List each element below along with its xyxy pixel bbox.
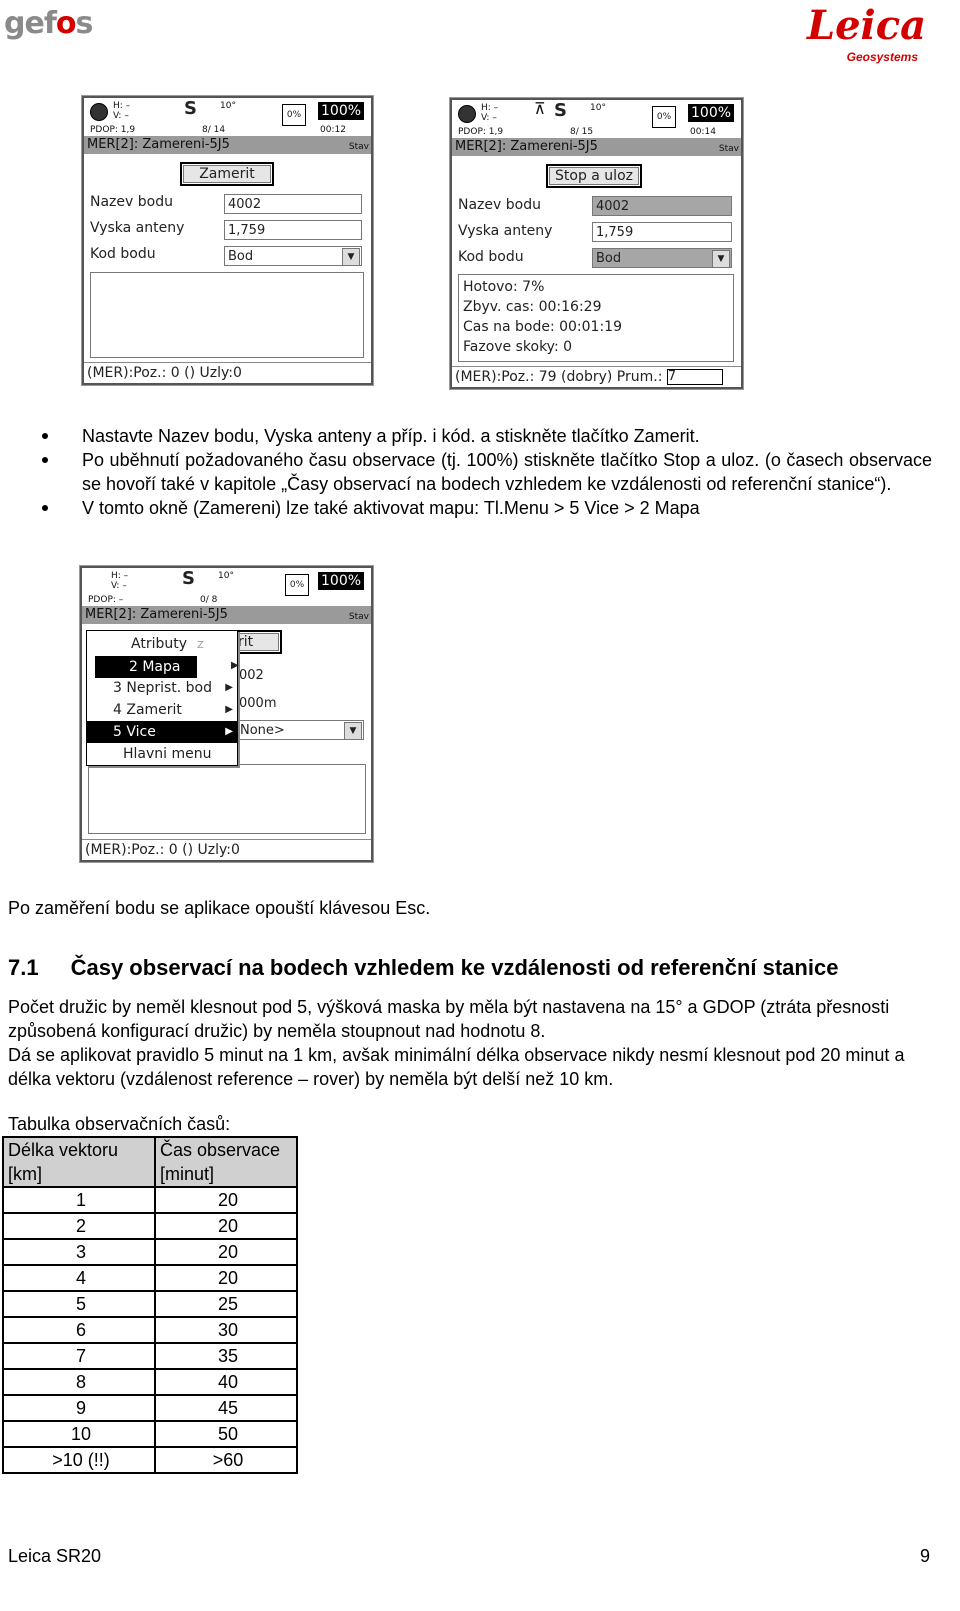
table-cell: 6 bbox=[3, 1317, 155, 1343]
antenna-height-field[interactable]: 1,759 bbox=[224, 220, 362, 240]
paragraph: Počet družic by neměl klesnout pod 5, výšková maska by měla být nastavena na 15° a GDOP (ztráta přesnosti způsobená konfigurací družic) by neměla stoupnout nad hodnotu 8. bbox=[8, 997, 890, 1041]
table-row bbox=[3, 1369, 297, 1395]
list-item: Nastavte Nazev bodu, Vyska anteny a příp. i kód. a stiskněte tlačítko Zamerit. bbox=[42, 424, 932, 448]
table-cell: 5 bbox=[3, 1291, 155, 1317]
paragraph: Dá se aplikovat pravidlo 5 minut na 1 km, avšak minimální délka observace nikdy nesmí klesnout pod 20 minut a délka vektoru (vzdálenost reference – rover) by neměla být delší než 10 km. bbox=[8, 1045, 905, 1089]
table-row bbox=[3, 1239, 297, 1265]
point-name-field[interactable]: 002 bbox=[236, 666, 364, 686]
table-cell: >60 bbox=[155, 1447, 297, 1473]
table-row bbox=[3, 1447, 297, 1473]
progress-percent: Hotovo: 7% bbox=[463, 279, 545, 295]
time-on-point: Cas na bode: 00:01:19 bbox=[463, 319, 622, 335]
menu-item-map[interactable]: 2 Mapa bbox=[95, 656, 197, 678]
point-name-field: 4002 bbox=[592, 196, 732, 216]
table-cell: 35 bbox=[155, 1343, 297, 1369]
table-cell: 9 bbox=[3, 1395, 155, 1421]
antenna-height-field[interactable]: 000m bbox=[236, 694, 364, 714]
esc-instruction: Po zaměření bodu se aplikace opouští klávesou Esc. bbox=[8, 898, 431, 918]
point-code-select: Bod ▼ bbox=[592, 248, 732, 268]
measure-button[interactable]: Zamerit bbox=[180, 162, 274, 186]
menu-item-more[interactable]: 5 Vice ▶ bbox=[87, 721, 237, 743]
table-header: Čas observace [minut] bbox=[155, 1137, 297, 1187]
section-heading: 7.1 Časy observací na bodech vzhledem ke vzdálenosti od referenční stanice bbox=[8, 955, 839, 980]
menu-item-offset-point[interactable]: 3 Neprist. bod ▶ bbox=[87, 677, 237, 699]
table-cell: 25 bbox=[155, 1291, 297, 1317]
context-menu bbox=[86, 630, 238, 766]
remaining-time: Zbyv. cas: 00:16:29 bbox=[463, 299, 602, 315]
table-cell: 1 bbox=[3, 1187, 155, 1213]
leica-geosystems-label: Geosystems bbox=[846, 50, 918, 64]
notes-area[interactable] bbox=[88, 764, 366, 834]
table-cell: 20 bbox=[155, 1239, 297, 1265]
satellite-icon: S bbox=[554, 100, 567, 121]
battery-indicator: 100% bbox=[318, 102, 364, 120]
status-footer: (MER):Poz.: 79 (dobry) Prum.: 7 bbox=[452, 366, 741, 387]
table-row bbox=[3, 1213, 297, 1239]
chevron-right-icon: ▶ bbox=[225, 726, 233, 737]
table-caption: Tabulka observačních časů: bbox=[8, 1114, 231, 1134]
globe-icon bbox=[458, 105, 476, 123]
table-row bbox=[3, 1395, 297, 1421]
notes-area[interactable] bbox=[90, 272, 364, 358]
cycle-slips: Fazove skoky: 0 bbox=[463, 339, 573, 355]
table-cell: >10 (!!) bbox=[3, 1447, 155, 1473]
chevron-down-icon: ▼ bbox=[712, 250, 730, 268]
device-screen-measure: H: – V: – PDOP: 1,9 S 10° 8/ 14 0% 100% 00:12 MER[2]: Zamereni-5J5 Stav Zamerit Nazev bodu Vyska anteny Kod bodu 4002 1,759 Bod ▼ (MER):Poz.: 0 () Uzly:0 bbox=[82, 96, 373, 385]
status-bar: H: – V: – PDOP: – S 10° 0/ 8 0% 100% bbox=[82, 568, 371, 606]
memory-icon: 0% bbox=[285, 574, 309, 596]
table-cell: 3 bbox=[3, 1239, 155, 1265]
table-row bbox=[3, 1317, 297, 1343]
table-row bbox=[3, 1421, 297, 1447]
observation-times-table bbox=[2, 1136, 298, 1474]
status-bar: H: – V: – PDOP: 1,9 ⊼ S 10° 8/ 15 0% 100% 00:14 bbox=[452, 100, 741, 138]
window-title: MER[2]: Zamereni-5J5 Stav bbox=[84, 136, 371, 154]
average-value: 7 bbox=[667, 369, 723, 385]
instructions-list bbox=[42, 424, 932, 520]
body-text bbox=[8, 995, 932, 1091]
gefos-logo: gefos bbox=[4, 6, 93, 41]
table-cell: 45 bbox=[155, 1395, 297, 1421]
battery-indicator: 100% bbox=[318, 572, 364, 590]
chevron-right-icon: ▶ bbox=[231, 660, 239, 671]
table-cell: 7 bbox=[3, 1343, 155, 1369]
table-cell: 4 bbox=[3, 1265, 155, 1291]
chevron-right-icon: ▶ bbox=[225, 682, 233, 693]
table-cell: 10 bbox=[3, 1421, 155, 1447]
stop-and-save-button[interactable]: Stop a uloz bbox=[546, 164, 642, 188]
point-name-field[interactable]: 4002 bbox=[224, 194, 362, 214]
status-bar: H: – V: – PDOP: 1,9 S 10° 8/ 14 0% 100% 00:12 bbox=[84, 98, 371, 136]
table-cell: 20 bbox=[155, 1213, 297, 1239]
antenna-height-field[interactable]: 1,759 bbox=[592, 222, 732, 242]
table-cell: 2 bbox=[3, 1213, 155, 1239]
globe-icon bbox=[90, 103, 108, 121]
table-cell: 50 bbox=[155, 1421, 297, 1447]
point-code-select[interactable]: None> ▼ bbox=[236, 720, 364, 740]
table-header: Délka vektoru [km] bbox=[3, 1137, 155, 1187]
table-cell: 20 bbox=[155, 1187, 297, 1213]
chevron-down-icon[interactable]: ▼ bbox=[342, 248, 360, 266]
window-title: MER[2]: Zamereni-5J5 Stav bbox=[82, 606, 371, 624]
footer-product: Leica SR20 bbox=[8, 1546, 102, 1566]
table-row bbox=[3, 1187, 297, 1213]
table-cell: 30 bbox=[155, 1317, 297, 1343]
table-row bbox=[3, 1265, 297, 1291]
list-item: V tomto okně (Zamereni) lze také aktivovat mapu: Tl.Menu > 5 Vice > 2 Mapa bbox=[42, 496, 932, 520]
memory-icon: 0% bbox=[652, 106, 676, 128]
measure-button[interactable]: rit bbox=[232, 630, 282, 654]
device-screen-menu bbox=[80, 566, 373, 862]
tripod-icon: ⊼ bbox=[534, 99, 546, 118]
memory-icon: 0% bbox=[282, 104, 306, 126]
device-screen-measuring: H: – V: – PDOP: 1,9 ⊼ S 10° 8/ 15 0% 100% 00:14 MER[2]: Zamereni-5J5 Stav Stop a uloz Nazev bodu Vyska anteny Kod bodu 4002 1,759 Bod ▼ Hotovo: 7% Zbyv. cas: 00:16:29 Cas na bode: 00:01:19 Fazove skoky: 0 (MER):Poz.: 79 (dobry) Prum.: 7 bbox=[450, 98, 743, 389]
satellite-icon: S bbox=[184, 98, 197, 119]
table-cell: 40 bbox=[155, 1369, 297, 1395]
status-footer: (MER):Poz.: 0 () Uzly:0 bbox=[84, 362, 371, 383]
menu-item-attributes[interactable]: Atributy Z bbox=[131, 636, 204, 652]
battery-indicator: 100% bbox=[688, 104, 734, 122]
list-item: Po uběhnutí požadovaného času observace (tj. 100%) stiskněte tlačítko Stop a uloz. (o časech observace se hovoří také v kapitole „Časy observací na bodech vzhledem ke vzdálenosti od referenční stanice“). bbox=[42, 448, 932, 496]
table-row bbox=[3, 1343, 297, 1369]
progress-info-box bbox=[458, 274, 734, 362]
status-footer: (MER):Poz.: 0 () Uzly:0 bbox=[82, 839, 371, 860]
chevron-down-icon[interactable]: ▼ bbox=[344, 722, 362, 740]
satellite-icon: S bbox=[182, 568, 195, 589]
window-title: MER[2]: Zamereni-5J5 Stav bbox=[452, 138, 741, 156]
leica-logo: Leica bbox=[806, 2, 926, 49]
table-cell: 20 bbox=[155, 1265, 297, 1291]
page-number: 9 bbox=[919, 1546, 930, 1566]
table-row bbox=[3, 1291, 297, 1317]
menu-item-measure[interactable]: 4 Zamerit ▶ bbox=[87, 699, 237, 721]
point-code-select[interactable]: Bod ▼ bbox=[224, 246, 362, 266]
chevron-right-icon: ▶ bbox=[225, 704, 233, 715]
menu-item-main-menu[interactable]: Hlavni menu bbox=[123, 746, 212, 762]
table-cell: 8 bbox=[3, 1369, 155, 1395]
